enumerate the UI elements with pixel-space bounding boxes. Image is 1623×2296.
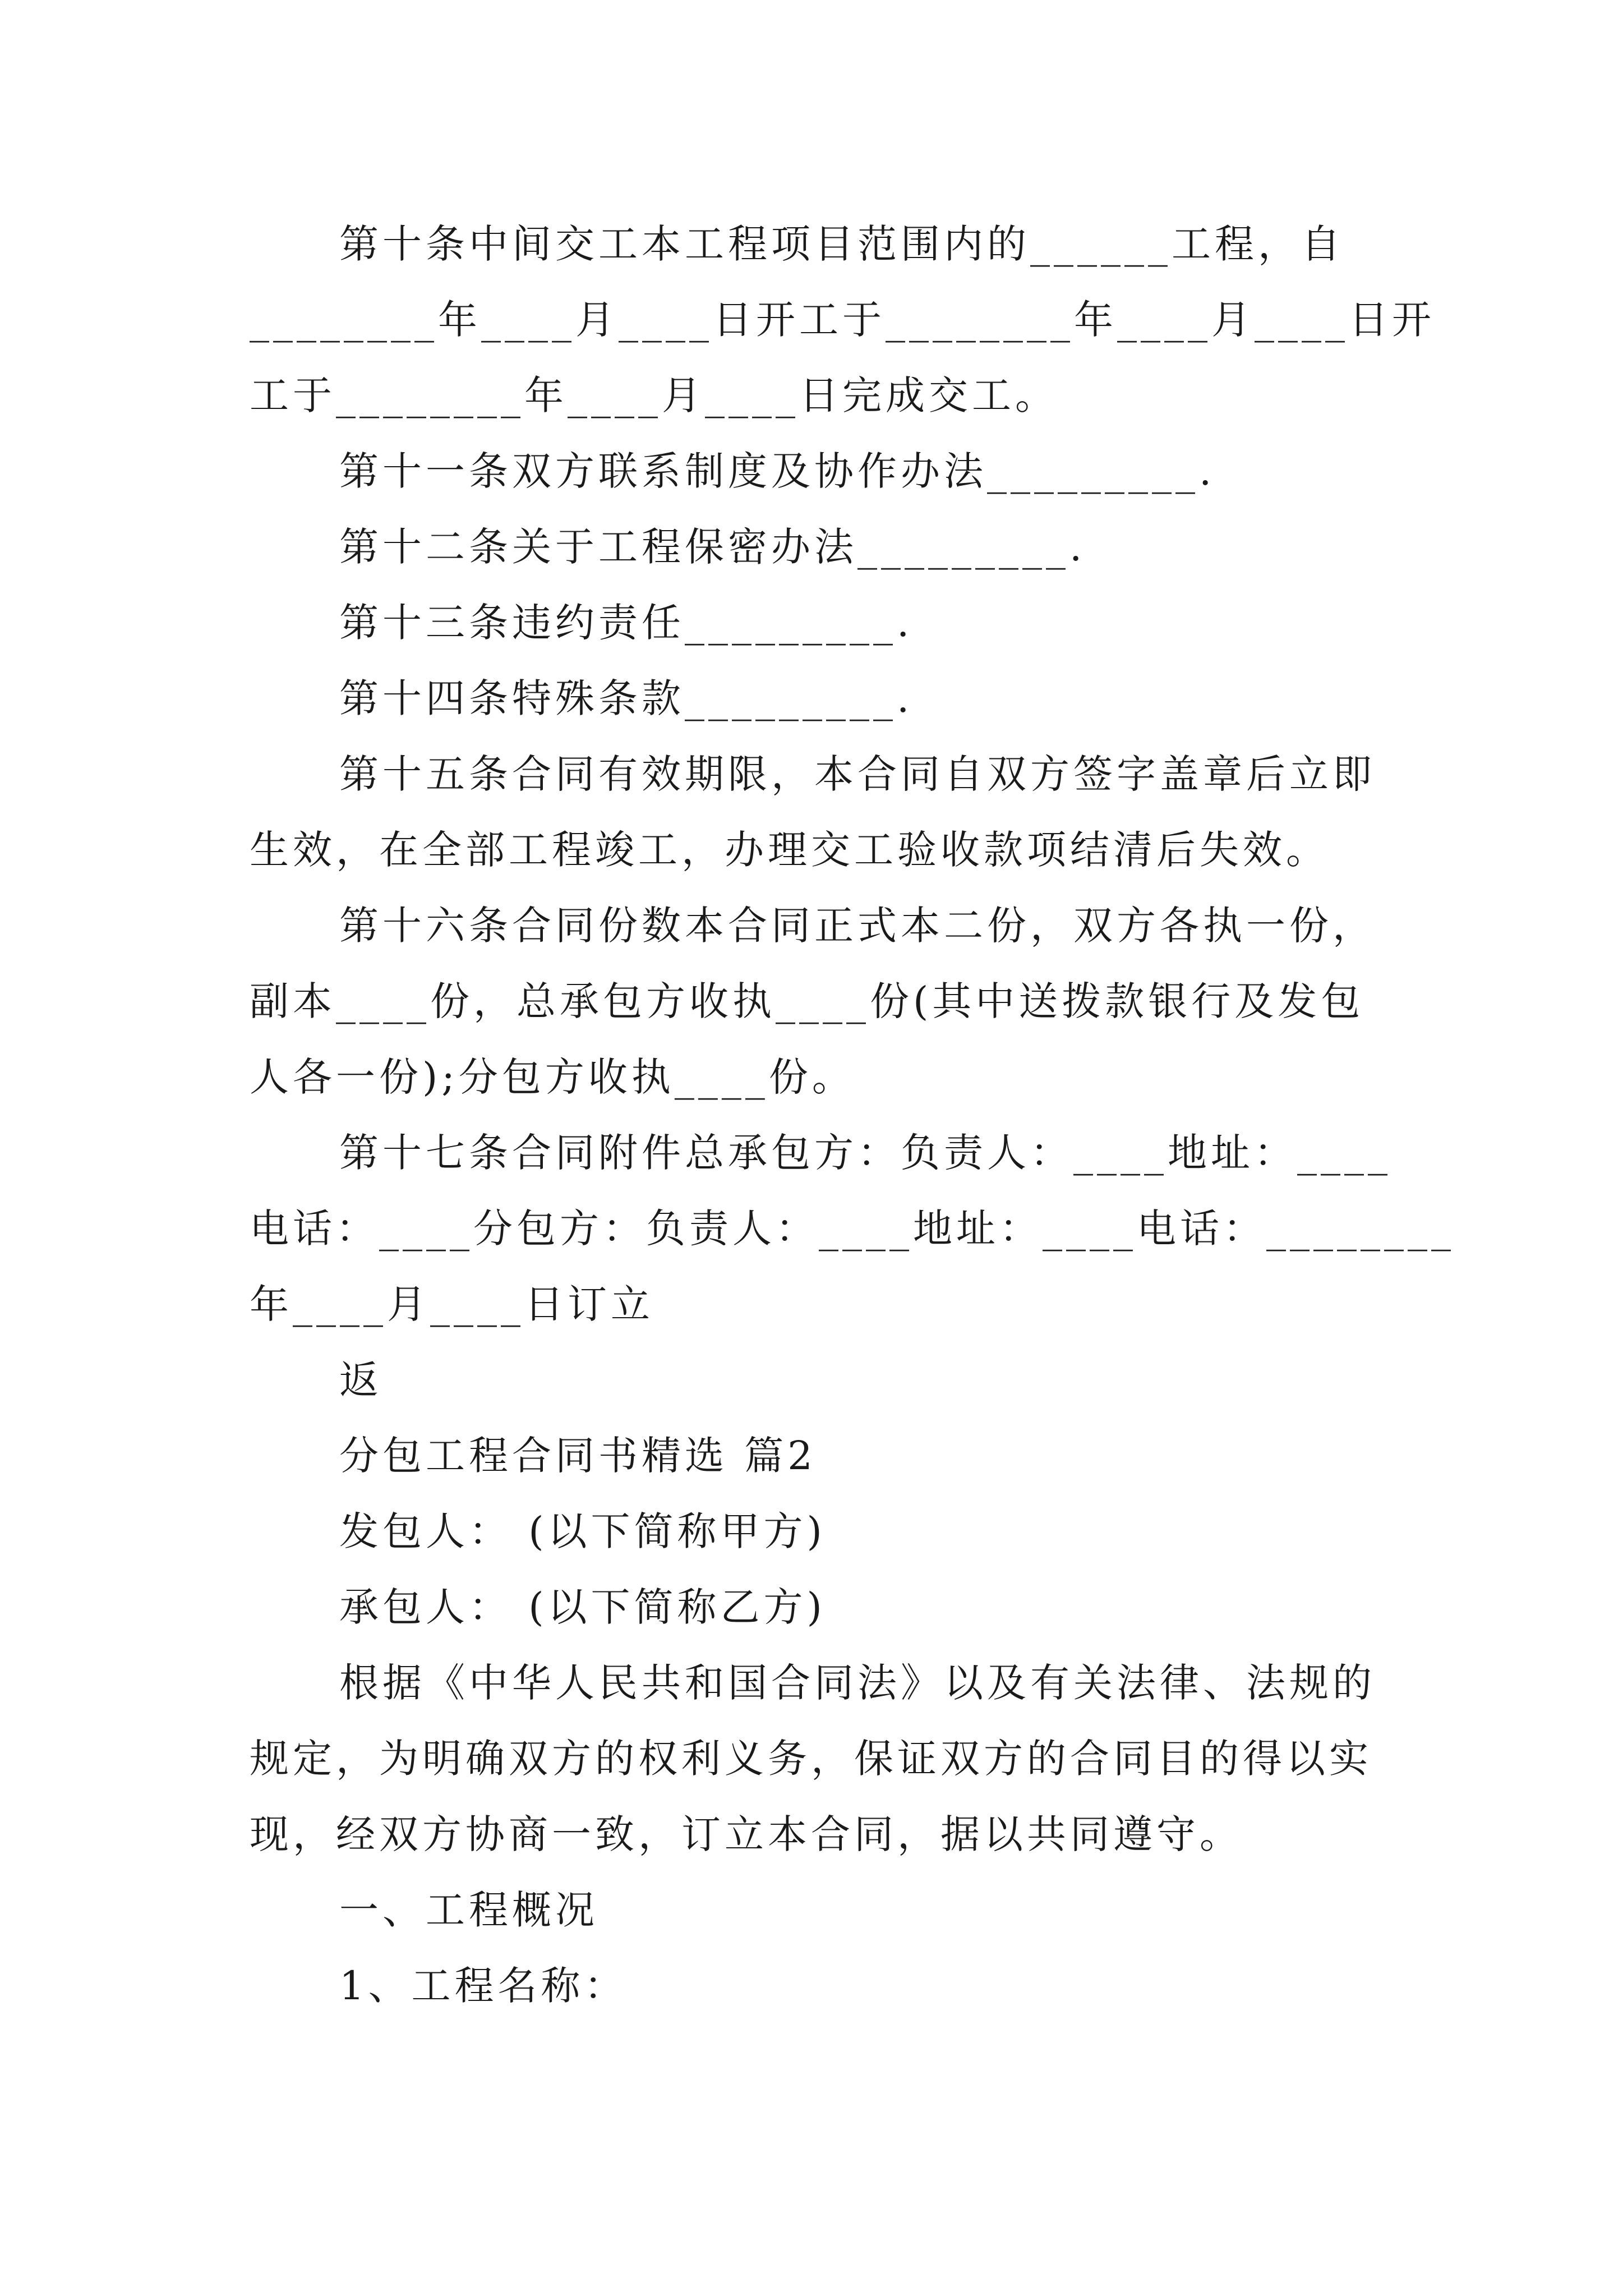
- signing-date-line: 年____月____日订立: [250, 1281, 654, 1327]
- preamble-line-3: 现，经双方协商一致，订立本合同，据以共同遵守。: [250, 1811, 1243, 1857]
- project-name-label: 1、工程名称：: [339, 1963, 628, 2009]
- article-11: 第十一条双方联系制度及协作办法_________.: [339, 448, 1216, 494]
- article-15-line-1: 第十五条合同有效期限，本合同自双方签字盖章后立即: [339, 751, 1376, 797]
- article-12: 第十二条关于工程保密办法_________.: [339, 524, 1086, 570]
- article-10-line-3: 工于________年____月____日完成交工。: [250, 372, 1058, 418]
- employer-line: 发包人： (以下简称甲方): [339, 1508, 826, 1554]
- return-link[interactable]: 返: [339, 1357, 382, 1403]
- article-16-line-3: 人各一份);分包方收执____份。: [250, 1054, 855, 1100]
- article-16-line-2: 副本____份，总承包方收执____份(其中送拨款银行及发包: [250, 978, 1364, 1024]
- article-10-line-2: ________年____月____日开工于________年____月____日开: [250, 297, 1435, 343]
- article-17-line-1: 第十七条合同附件总承包方：负责人：____地址：____: [339, 1130, 1391, 1176]
- contractor-line: 承包人： (以下简称乙方): [339, 1584, 826, 1630]
- article-14: 第十四条特殊条款_________.: [339, 675, 914, 721]
- project-overview-heading: 一、工程概况: [339, 1887, 598, 1933]
- article-13: 第十三条违约责任_________.: [339, 600, 914, 646]
- article-15-line-2: 生效，在全部工程竣工，办理交工验收款项结清后失效。: [250, 827, 1329, 873]
- article-16-line-1: 第十六条合同份数本合同正式本二份，双方各执一份，: [339, 903, 1376, 949]
- preamble-line-1: 根据《中华人民共和国合同法》以及有关法律、法规的: [339, 1660, 1376, 1706]
- section-heading: 分包工程合同书精选 篇2: [339, 1433, 817, 1479]
- preamble-line-2: 规定，为明确双方的权利义务，保证双方的合同目的得以实: [250, 1736, 1372, 1782]
- article-10-line-1: 第十条中间交工本工程项目范围内的______工程，自: [339, 221, 1344, 267]
- article-17-line-2: 电话：____分包方：负责人：____地址：____电话：________: [250, 1205, 1455, 1251]
